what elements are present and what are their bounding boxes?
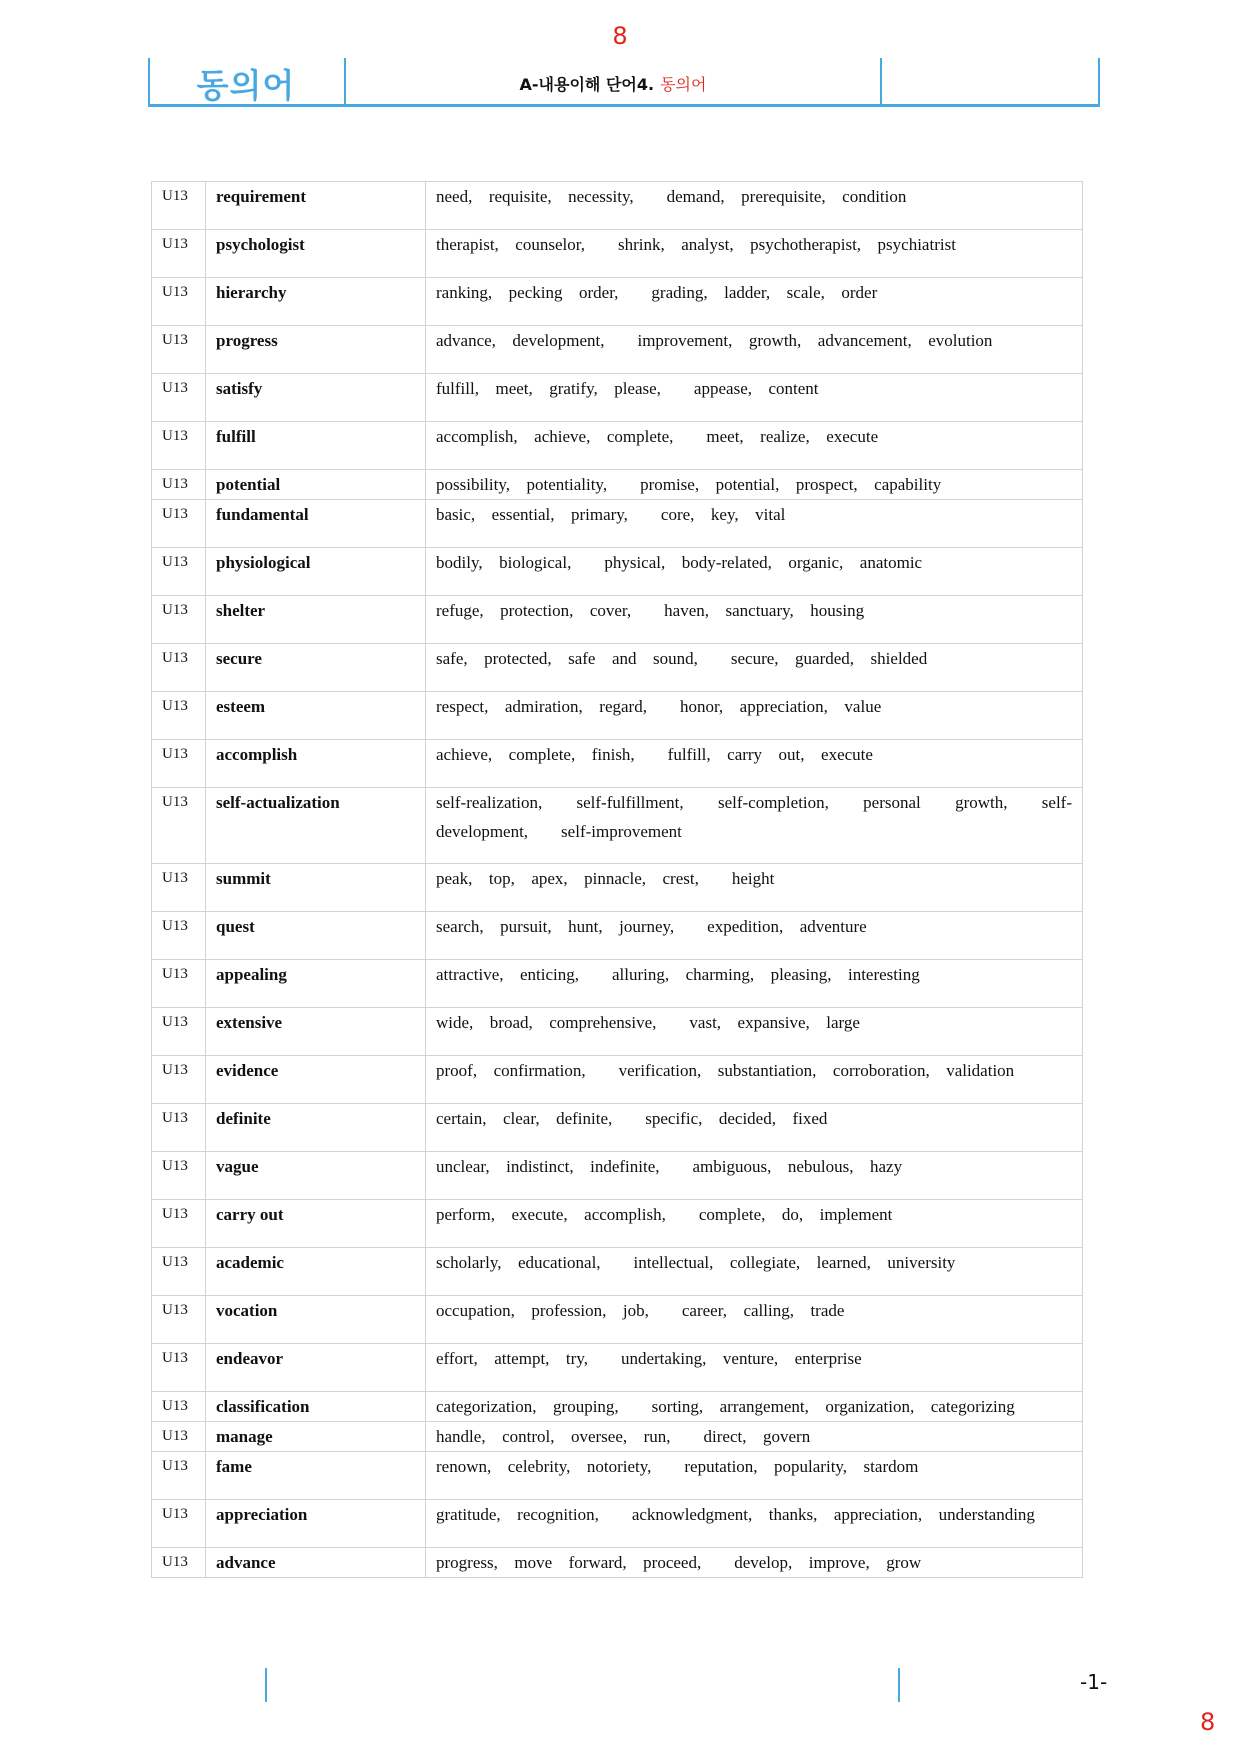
word-cell: progress [206,326,426,374]
unit-cell: U13 [152,470,206,500]
word-cell: evidence [206,1056,426,1104]
word-cell: manage [206,1422,426,1452]
synonyms-cell: gratitude, recognition, acknowledgment, thanks, appreciation, understanding [426,1500,1083,1548]
word-cell: secure [206,644,426,692]
word-cell: accomplish [206,740,426,788]
unit-cell: U13 [152,1200,206,1248]
table-row [152,864,1083,912]
synonyms-cell: accomplish, achieve, complete, meet, realize, execute [426,422,1083,470]
page-number: -1- [1080,1670,1108,1694]
word-cell: fulfill [206,422,426,470]
word-cell: esteem [206,692,426,740]
word-cell: carry out [206,1200,426,1248]
synonyms-cell: certain, clear, definite, specific, decided, fixed [426,1104,1083,1152]
table-row [152,1248,1083,1296]
table-row [152,740,1083,788]
synonyms-cell: effort, attempt, try, undertaking, venture, enterprise [426,1344,1083,1392]
unit-cell: U13 [152,182,206,230]
synonyms-cell: renown, celebrity, notoriety, reputation, popularity, stardom [426,1452,1083,1500]
unit-cell: U13 [152,1392,206,1422]
footer-divider [265,1668,267,1702]
table-row [152,1200,1083,1248]
table-row [152,548,1083,596]
word-cell: vague [206,1152,426,1200]
word-cell: classification [206,1392,426,1422]
synonyms-cell: self-realization, self-fulfillment, self-completion, personal growth, self-development, self-improvement [426,788,1083,864]
unit-cell: U13 [152,692,206,740]
synonyms-cell: peak, top, apex, pinnacle, crest, height [426,864,1083,912]
synonyms-cell: scholarly, educational, intellectual, collegiate, learned, university [426,1248,1083,1296]
unit-cell: U13 [152,326,206,374]
synonyms-cell: progress, move forward, proceed, develop, improve, grow [426,1548,1083,1578]
unit-cell: U13 [152,1548,206,1578]
unit-cell: U13 [152,644,206,692]
unit-cell: U13 [152,374,206,422]
page-marker-top: 8 [612,22,628,50]
synonyms-cell: advance, development, improvement, growth, advancement, evolution [426,326,1083,374]
word-cell: satisfy [206,374,426,422]
word-cell: self-actualization [206,788,426,864]
synonyms-cell: safe, protected, safe and sound, secure, guarded, shielded [426,644,1083,692]
header-subtitle-main: A-내용이해 단어4. [519,75,655,94]
synonyms-cell: search, pursuit, hunt, journey, expedition, adventure [426,912,1083,960]
table-row [152,470,1083,500]
word-cell: appealing [206,960,426,1008]
table-row [152,1392,1083,1422]
unit-cell: U13 [152,1008,206,1056]
unit-cell: U13 [152,1500,206,1548]
word-cell: requirement [206,182,426,230]
unit-cell: U13 [152,1248,206,1296]
synonyms-cell: possibility, potentiality, promise, potential, prospect, capability [426,470,1083,500]
synonyms-cell: occupation, profession, job, career, calling, trade [426,1296,1083,1344]
unit-cell: U13 [152,1452,206,1500]
table-row [152,1008,1083,1056]
table-row [152,1152,1083,1200]
table-row [152,596,1083,644]
synonyms-cell: therapist, counselor, shrink, analyst, psychotherapist, psychiatrist [426,230,1083,278]
header-title: 동의어 [196,66,296,105]
unit-cell: U13 [152,422,206,470]
unit-cell: U13 [152,1152,206,1200]
header-divider [880,58,882,104]
word-cell: summit [206,864,426,912]
table-row [152,422,1083,470]
unit-cell: U13 [152,278,206,326]
word-cell: academic [206,1248,426,1296]
unit-cell: U13 [152,1344,206,1392]
word-cell: hierarchy [206,278,426,326]
unit-cell: U13 [152,1422,206,1452]
unit-cell: U13 [152,864,206,912]
synonyms-cell: need, requisite, necessity, demand, prerequisite, condition [426,182,1083,230]
synonyms-cell: refuge, protection, cover, haven, sanctuary, housing [426,596,1083,644]
unit-cell: U13 [152,740,206,788]
table-row [152,1548,1083,1578]
table-row [152,1104,1083,1152]
word-cell: extensive [206,1008,426,1056]
word-cell: endeavor [206,1344,426,1392]
unit-cell: U13 [152,1056,206,1104]
table-row [152,500,1083,548]
unit-cell: U13 [152,912,206,960]
synonyms-cell: proof, confirmation, verification, substantiation, corroboration, validation [426,1056,1083,1104]
page-header [148,58,1100,107]
synonym-table [151,181,1083,1578]
word-cell: psychologist [206,230,426,278]
unit-cell: U13 [152,230,206,278]
word-cell: vocation [206,1296,426,1344]
synonyms-cell: perform, execute, accomplish, complete, do, implement [426,1200,1083,1248]
table-row [152,692,1083,740]
synonyms-cell: basic, essential, primary, core, key, vital [426,500,1083,548]
table-row [152,644,1083,692]
header-subtitle [346,72,880,95]
table-row [152,374,1083,422]
unit-cell: U13 [152,960,206,1008]
table-row [152,788,1083,864]
header-subtitle-highlight: 동의어 [660,75,707,94]
footer-divider [898,1668,900,1702]
table-row [152,230,1083,278]
word-cell: shelter [206,596,426,644]
synonyms-cell: bodily, biological, physical, body-related, organic, anatomic [426,548,1083,596]
word-cell: fame [206,1452,426,1500]
table-row [152,1422,1083,1452]
table-row [152,1296,1083,1344]
unit-cell: U13 [152,788,206,864]
synonyms-cell: handle, control, oversee, run, direct, govern [426,1422,1083,1452]
synonyms-cell: categorization, grouping, sorting, arrangement, organization, categorizing [426,1392,1083,1422]
table-row [152,1452,1083,1500]
synonyms-cell: respect, admiration, regard, honor, appreciation, value [426,692,1083,740]
unit-cell: U13 [152,548,206,596]
table-row [152,1500,1083,1548]
table-row [152,182,1083,230]
synonyms-cell: attractive, enticing, alluring, charming, pleasing, interesting [426,960,1083,1008]
synonym-table-body [152,182,1083,1578]
page-marker-bottom: 8 [1200,1708,1216,1736]
word-cell: advance [206,1548,426,1578]
word-cell: quest [206,912,426,960]
unit-cell: U13 [152,596,206,644]
synonyms-cell: wide, broad, comprehensive, vast, expansive, large [426,1008,1083,1056]
synonyms-cell: achieve, complete, finish, fulfill, carry out, execute [426,740,1083,788]
word-cell: potential [206,470,426,500]
table-row [152,326,1083,374]
unit-cell: U13 [152,1296,206,1344]
table-row [152,960,1083,1008]
table-row [152,1344,1083,1392]
word-cell: appreciation [206,1500,426,1548]
word-cell: fundamental [206,500,426,548]
word-cell: definite [206,1104,426,1152]
header-divider [1098,58,1100,104]
unit-cell: U13 [152,500,206,548]
table-row [152,278,1083,326]
unit-cell: U13 [152,1104,206,1152]
table-row [152,912,1083,960]
synonyms-cell: unclear, indistinct, indefinite, ambiguous, nebulous, hazy [426,1152,1083,1200]
word-cell: physiological [206,548,426,596]
synonyms-cell: fulfill, meet, gratify, please, appease, content [426,374,1083,422]
table-row [152,1056,1083,1104]
synonyms-cell: ranking, pecking order, grading, ladder, scale, order [426,278,1083,326]
